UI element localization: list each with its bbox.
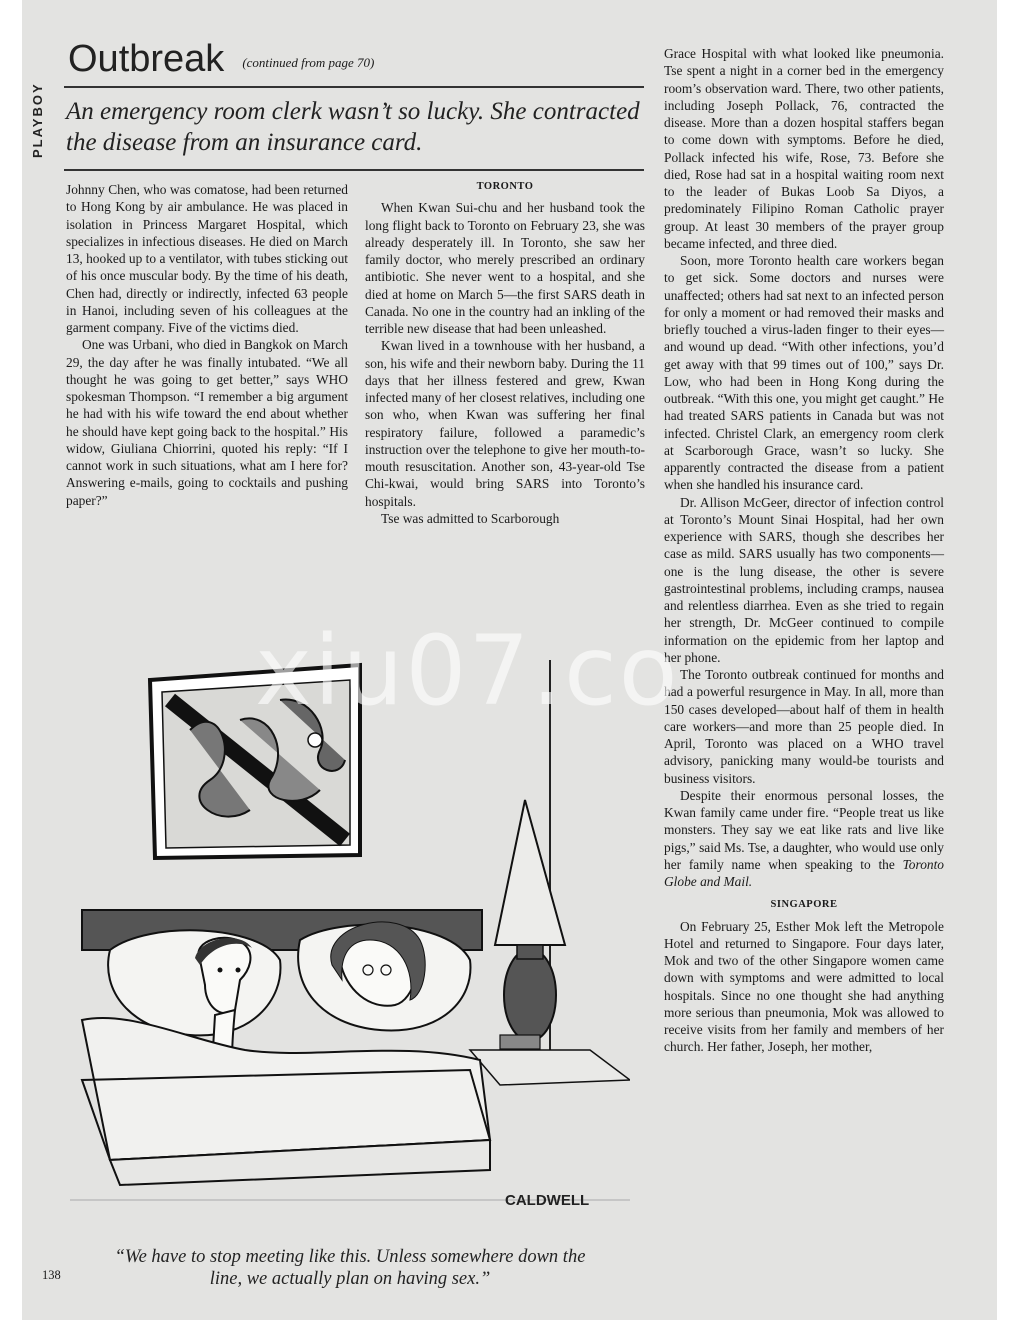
- paragraph: The Toronto outbreak continued for months and had a powerful resurgence in May. In all, more than 150 cases developed—about half of them in health care workers—and more than 25 people died. In April, Toronto was placed on a WHO travel advisory, panicking many would-be tourists and business visitors.: [664, 667, 944, 786]
- paragraph: [664, 787, 944, 891]
- paragraph: Soon, more Toronto health care workers began to get sick. Some doctors and nurses were unaffected; others had sat next to an infected person for only a moment or had removed their masks and briefly touched a virus-laden finger to their eyes—and wound up dead. “With other infections, you’d get away with that 99 times out of 100,” says Dr. Low, who had been in Hong Kong during the outbreak. “With this one, you might get caught.” He had treated SARS patients in Canada but was not infected. Christel Clark, an emergency room clerk at Scarborough Grace, wasn’t so lucky. She apparently contracted the disease from a patient when she handled his insurance card.: [664, 253, 944, 493]
- header: [68, 38, 643, 86]
- paragraph: On February 25, Esther Mok left the Metropole Hotel and returned to Singapore. Four days later, Mok and two of the other Singapore women came down with symptoms and were admitted to local hospitals. Since no one thought she had anything more serious than pneumonia, Mok was allowed to receive visits from her family and members of her church. Her father, Joseph, her mother,: [664, 918, 944, 1055]
- cartoon-drawing: [70, 640, 630, 1240]
- section-heading-toronto: TORONTO: [476, 181, 534, 192]
- paragraph: Kwan lived in a townhouse with her husband, a son, his wife and their newborn baby. During the 11 days that her illness festered and grew, Kwan infected many of her closest relatives, including one son who, when Kwan was suffering her final respiratory failure, followed a paramedic’s instruction over the telephone to give her mouth-to-mouth resuscitation. Another son, 43-year-old Tse Chi-kwai, would bring SARS into Toronto’s hospitals.: [365, 338, 645, 509]
- article-deck: An emergency room clerk wasn’t so lucky. She contracted the disease from an insurance card.: [66, 98, 640, 156]
- cartoon: [70, 640, 630, 1240]
- text-column-3: [664, 45, 944, 1056]
- cartoon-caption: “We have to stop meeting like this. Unless somewhere down the line, we actually plan on having sex.”: [114, 1247, 586, 1289]
- deck-rule: [64, 169, 644, 171]
- article-title: Outbreak: [68, 38, 225, 80]
- paragraph: When Kwan Sui-chu and her husband took the long flight back to Toronto on February 23, she was already desperately ill. In Toronto, she saw her family doctor, who merely prescribed an ordinary antibiotic. She never went to a hospital, and she died at home on March 5—the first SARS death in Canada. No one in the country had an inkling of the terrible new disease that had been unleashed.: [365, 200, 645, 336]
- paragraph: Grace Hospital with what looked like pneumonia. Tse spent a night in a corner bed in the emergency room’s observation ward. There, two other patients, including Joseph Pollack, 76, contracted the disease. More than a dozen hospital staffers began to come down with symptoms. Before he died, Pollack infected his wife, Rose, 73. Before she died, Rose had sat in a hospital waiting room next to the leader of Bukas Loob Sa Diyos, a predominately Filipino Roman Catholic prayer group. At least 30 members of the prayer group became infected, and three died.: [664, 46, 944, 251]
- paragraph: Dr. Allison McGeer, director of infection control at Toronto’s Mount Sinai Hospital, had her own experience with SARS, though she describes her case as mild. SARS usually has two components—one is the lung disease, the other is severe gastrointestinal problems, including cramps, nausea and relentless diarrhea. Even as she tried to regain her strength, Dr. McGeer continued to compile information on the epidemic from her laptop and her phone.: [664, 494, 944, 665]
- paragraph: One was Urbani, who died in Bangkok on March 29, the day after he was finally intubated. “We all thought he was going to get better,” says WHO spokesman Thompson. “I remember a big argument he had with his wife toward the end about whether he should have kept going back to the hospital.” His widow, Giuliana Chiorrini, quoted his reply: “If I cannot work in such situations, what am I here for? Answering e-mails, going to cocktails and pushing paper?”: [66, 337, 348, 508]
- text-column-2: [365, 178, 645, 527]
- watermark: xiu07.co: [255, 615, 680, 727]
- section-heading-singapore: SINGAPORE: [770, 899, 838, 911]
- cartoonist-signature: CALDWELL: [505, 1192, 590, 1209]
- paragraph: Tse was admitted to Scarborough: [381, 510, 560, 526]
- magazine-side-label: PLAYBOY: [30, 82, 45, 158]
- paragraph-text: Despite their enormous personal losses, the Kwan family came under fire. “People treat us like monsters. They say we eat like rats and live like pigs,” said Ms. Tse, a daughter, who would use only her family name when speaking to the: [664, 787, 944, 872]
- bedside-lamp: [495, 800, 565, 1041]
- publication-name: Toronto Globe and Mail.: [664, 856, 944, 889]
- page-number: 138: [42, 1268, 61, 1282]
- continued-note: (continued from page 70): [242, 55, 375, 70]
- paragraph: Johnny Chen, who was comatose, had been returned to Hong Kong by air ambulance. He was placed in isolation in Princess Margaret Hospital, which specializes in infectious diseases. He died on March 13, hooked up to a ventilator, with tubes sticking out of his once muscular body. By the time of his death, Chen had, directly or indirectly, infected 63 people in Hanoi, including seven of his colleagues at the garment company. Five of the victims died.: [66, 182, 348, 335]
- text-column-1: [66, 181, 348, 509]
- wall-painting: [150, 665, 360, 858]
- title-rule: [64, 86, 644, 88]
